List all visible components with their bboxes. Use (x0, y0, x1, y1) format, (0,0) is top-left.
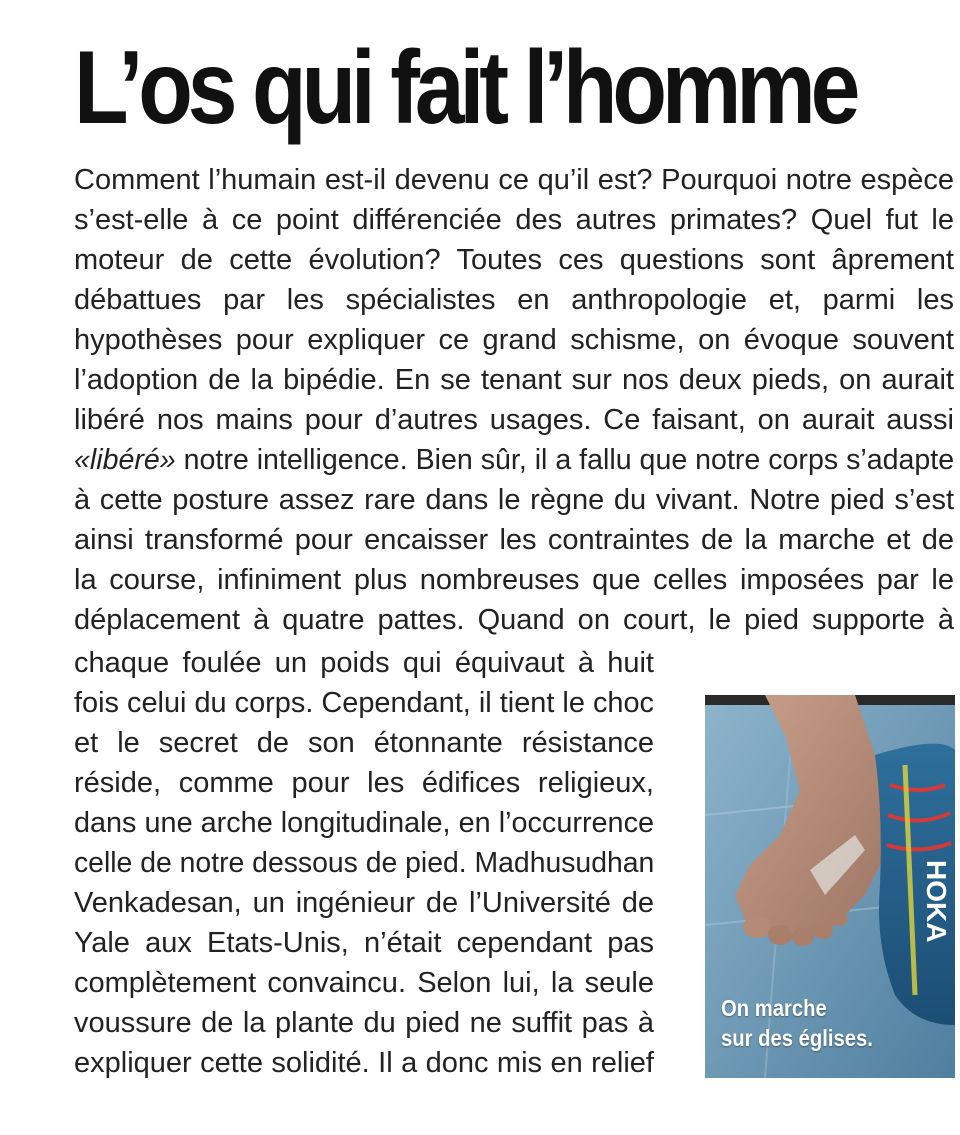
body-line: Comment l’humain est-il devenu ce qu’il est? Pourquoi notre espèce (74, 164, 954, 196)
body-line: hypothèses pour expliquer ce grand schisme, on évoque souvent (74, 324, 954, 356)
photo-caption (721, 993, 920, 1053)
body-line: libéré nos mains pour d’autres usages. Ce faisant, on aurait aussi (74, 404, 954, 436)
body-line: s’est-elle à ce point différenciée des autres primates? Quel fut le (74, 204, 954, 236)
caption-line: On marche (721, 995, 827, 1021)
body-line: dans une arche longitudinale, en l’occurrence (74, 807, 654, 839)
body-line: ainsi transformé pour encaisser les contraintes de la marche et de (74, 524, 954, 556)
body-line: moteur de cette évolution? Toutes ces questions sont âprement (74, 244, 954, 276)
body-line: débattues par les spécialistes en anthropologie et, parmi les (74, 284, 954, 316)
italic-word: «libéré» (74, 444, 176, 476)
body-line: fois celui du corps. Cependant, il tient le choc (74, 687, 654, 719)
body-line: expliquer cette solidité. Il a donc mis en relief (74, 1047, 654, 1079)
body-line: complètement convaincu. Selon lui, la seule (74, 967, 654, 999)
body-line: l’adoption de la bipédie. En se tenant sur nos deux pieds, on aurait (74, 364, 954, 396)
body-line: voussure de la plante du pied ne suffit pas à (74, 1007, 654, 1039)
body-line: celle de notre dessous de pied. Madhusudhan (74, 847, 655, 879)
article-title: L’os qui fait l’homme (74, 30, 856, 146)
body-line (74, 440, 954, 480)
body-line: réside, comme pour les édifices religieux, (74, 767, 654, 799)
body-line: Yale aux Etats-Unis, n’était cependant pas (74, 927, 654, 959)
body-line: déplacement à quatre pattes. Quand on court, le pied supporte à (74, 604, 954, 636)
body-line: chaque foulée un poids qui équivaut à huit (74, 647, 654, 679)
body-line: la course, infiniment plus nombreuses que celles imposées par le (74, 564, 954, 596)
body-line: Venkadesan, un ingénieur de l’Université de (74, 887, 654, 919)
body-line: à cette posture assez rare dans le règne du vivant. Notre pied s’est (74, 484, 954, 516)
body-line: et le secret de son étonnante résistance (74, 727, 654, 759)
body-line-rest: notre intelligence. Bien sûr, il a fallu que notre corps s’adapte (175, 444, 955, 476)
shoe-brand-text: HOKA (921, 860, 952, 943)
caption-line: sur des églises. (721, 1025, 873, 1051)
foot-photo (705, 695, 955, 1078)
